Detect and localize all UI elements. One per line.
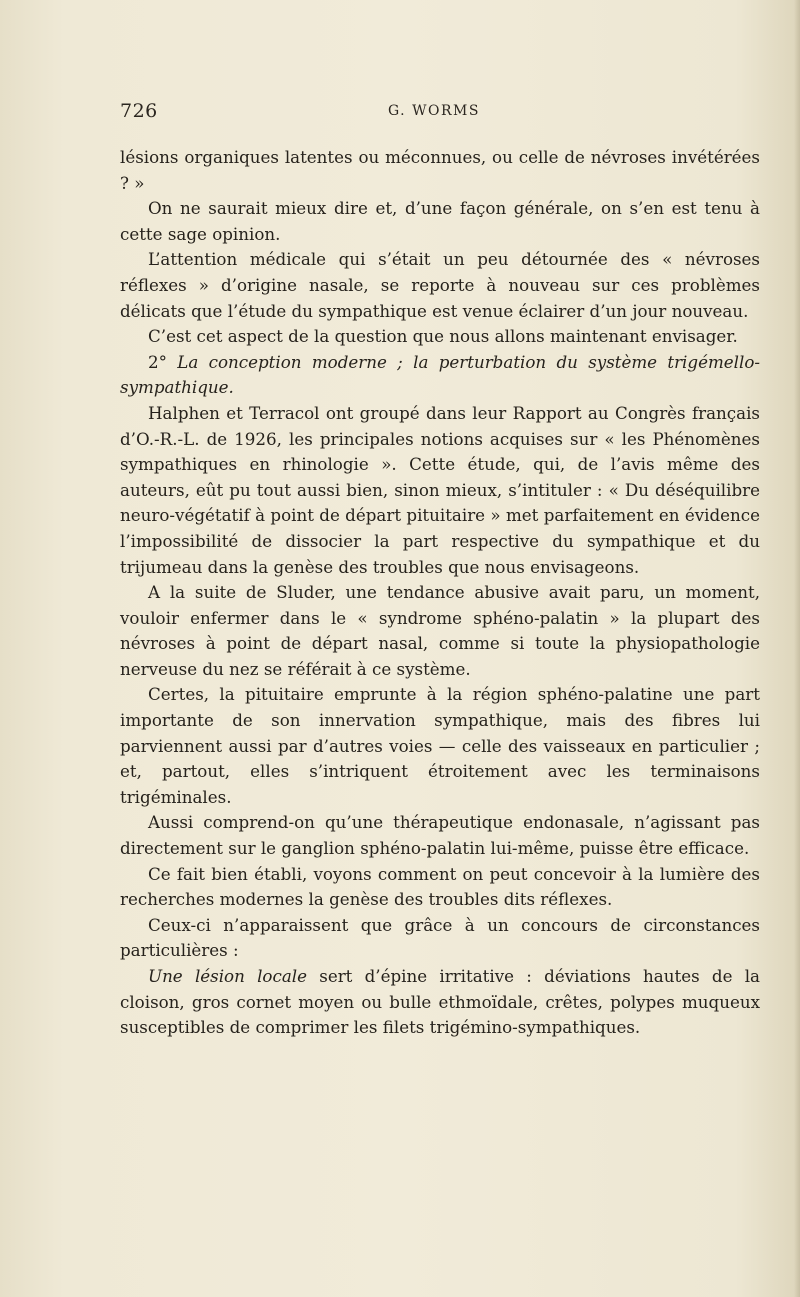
paragraph-rest: sert d’épine irritative : déviations hautes de la cloison, gros cornet moyen ou bulle ethmoïdale, crêtes, polypes muqueux susceptibles de comprimer les filets trigémino-sympathiques. (120, 966, 760, 1038)
paragraph: On ne saurait mieux dire et, d’une façon générale, on s’en est tenu à cette sage opinion. (120, 198, 760, 244)
paragraph-continuation: lésions organiques latentes ou méconnues, ou celle de névroses invétérées ? » (120, 147, 760, 193)
paragraph: Certes, la pituitaire emprunte à la région sphéno-palatine une part importante de son innervation sympathique, mais des fibres lui parviennent aussi par d’autres voies — celle des vaisseaux en particulier ; et, partout, elles s’intriquent étroitement avec les terminaisons trigéminales. (120, 684, 760, 807)
paragraph: Aussi comprend-on qu’une thérapeutique endonasale, n’agissant pas directement sur le ganglion sphéno-palatin lui-même, puisse être efficace. (120, 812, 760, 859)
paragraph: C’est cet aspect de la question que nous allons maintenant envisager. (148, 326, 738, 347)
paragraph: Halphen et Terracol ont groupé dans leur Rapport au Congrès français d’O.-R.-L. de 1926, les principales notions acquises sur « les Phénomènes sympathiques en rhinologie ». Cette étude, qui, de l’avis même des auteurs, eût pu tout aussi bien, sinon mieux, s’intituler : « Du déséquilibre neuro-végétatif à point de départ pituitaire » met parfaitement en évidence l’impossibilité de dissocier la part respective du sympathique et du trijumeau dans la genèse des troubles que nous envisageons. (120, 402, 760, 577)
paragraph (120, 964, 760, 1041)
paragraph: A la suite de Sluder, une tendance abusive avait paru, un moment, vouloir enfermer dans le « syndrome sphéno-palatin » la plupart des névroses à point de départ nasal, comme si toute la physiopathologie nerveuse du nez se référait à ce système. (120, 582, 760, 679)
body-text (120, 145, 760, 1041)
paragraph-lead-italic: Une lésion locale (148, 966, 307, 986)
page-header (120, 100, 760, 130)
section-number: 2° (148, 351, 167, 372)
paragraph: Ce fait bien établi, voyons comment on peut concevoir à la lumière des recherches modernes la genèse des troubles dits réflexes. (120, 863, 760, 910)
page-edge-shadow (794, 0, 800, 1297)
page-number: 726 (120, 100, 158, 122)
running-head: G. WORMS (388, 103, 480, 119)
section-title: La conception moderne ; la perturbation du système trigémello-sympathique. (120, 351, 761, 398)
paragraph: Ceux-ci n’apparaissent que grâce à un concours de circonstances particulières : (120, 914, 760, 961)
section-heading (120, 350, 760, 401)
paragraph: L’attention médicale qui s’était un peu détournée des « névroses réflexes » d’origine nasale, se reporte à nouveau sur ces problèmes délicats que l’étude du sympathique est venue éclairer d’un jour nouveau. (120, 249, 760, 321)
